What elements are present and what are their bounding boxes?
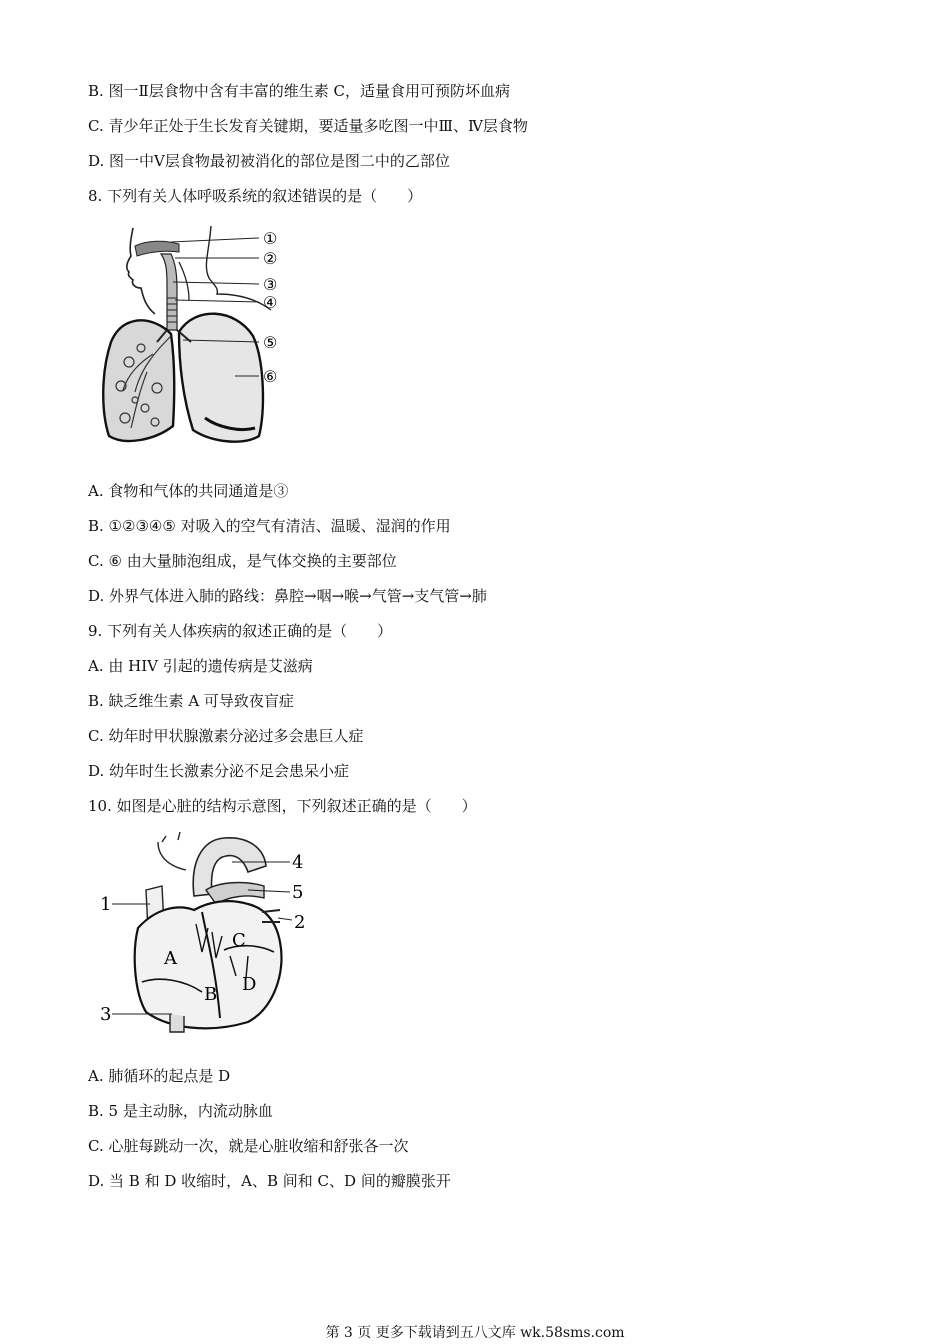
chamber-label-C: C xyxy=(232,930,246,951)
q9-stem: 9. 下列有关人体疾病的叙述正确的是（ ） xyxy=(88,622,393,640)
q9-option-d: D. 幼年时生长激素分泌不足会患呆小症 xyxy=(88,762,350,780)
chamber-label-D: D xyxy=(242,974,257,995)
q7-option-c: C. 青少年正处于生长发育关键期，要适量多吃图一中Ⅲ、Ⅳ层食物 xyxy=(88,117,528,135)
q8-option-d: D. 外界气体进入肺的路线：鼻腔→咽→喉→气管→支气管→肺 xyxy=(88,587,487,605)
q8-stem: 8. 下列有关人体呼吸系统的叙述错误的是（ ） xyxy=(88,187,423,205)
heart-label-5: 5 xyxy=(292,882,304,903)
label-3: ③ xyxy=(263,275,278,294)
heart-label-2: 2 xyxy=(294,912,306,933)
q8-option-b: B. ①②③④⑤ 对吸入的空气有清洁、温暖、湿润的作用 xyxy=(88,517,451,535)
heart-label-3: 3 xyxy=(100,1004,112,1025)
q8-option-c: C. ⑥ 由大量肺泡组成，是气体交换的主要部位 xyxy=(88,552,397,570)
label-6: ⑥ xyxy=(263,367,278,386)
q9-option-a: A. 由 HIV 引起的遗传病是艾滋病 xyxy=(88,657,313,675)
respiratory-system-diagram xyxy=(95,222,295,452)
q7-option-d: D. 图一中Ⅴ层食物最初被消化的部位是图二中的乙部位 xyxy=(88,152,450,170)
page-footer: 第 3 页 更多下载请到五八文库 wk.58sms.com xyxy=(325,1325,625,1341)
q10-option-b: B. 5 是主动脉，内流动脉血 xyxy=(88,1102,273,1120)
chamber-label-B: B xyxy=(204,984,218,1005)
label-2: ② xyxy=(263,249,278,268)
q9-option-c: C. 幼年时甲状腺激素分泌过多会患巨人症 xyxy=(88,727,364,745)
label-4: ④ xyxy=(263,293,278,312)
q10-option-a: A. 肺循环的起点是 D xyxy=(88,1067,231,1085)
q9-option-b: B. 缺乏维生素 A 可导致夜盲症 xyxy=(88,692,294,710)
q10-stem: 10. 如图是心脏的结构示意图，下列叙述正确的是（ ） xyxy=(88,797,477,815)
heart-label-1: 1 xyxy=(100,894,112,915)
q10-option-c: C. 心脏每跳动一次，就是心脏收缩和舒张各一次 xyxy=(88,1137,409,1155)
q8-option-a: A. 食物和气体的共同通道是③ xyxy=(88,482,289,500)
heart-structure-diagram xyxy=(98,832,313,1042)
label-5: ⑤ xyxy=(263,333,278,352)
label-1: ① xyxy=(263,229,278,248)
chamber-label-A: A xyxy=(164,948,177,969)
heart-label-4: 4 xyxy=(292,852,304,873)
q7-option-b: B. 图一Ⅱ层食物中含有丰富的维生素 C，适量食用可预防坏血病 xyxy=(88,82,511,100)
q10-option-d: D. 当 B 和 D 收缩时，A、B 间和 C、D 间的瓣膜张开 xyxy=(88,1172,451,1190)
